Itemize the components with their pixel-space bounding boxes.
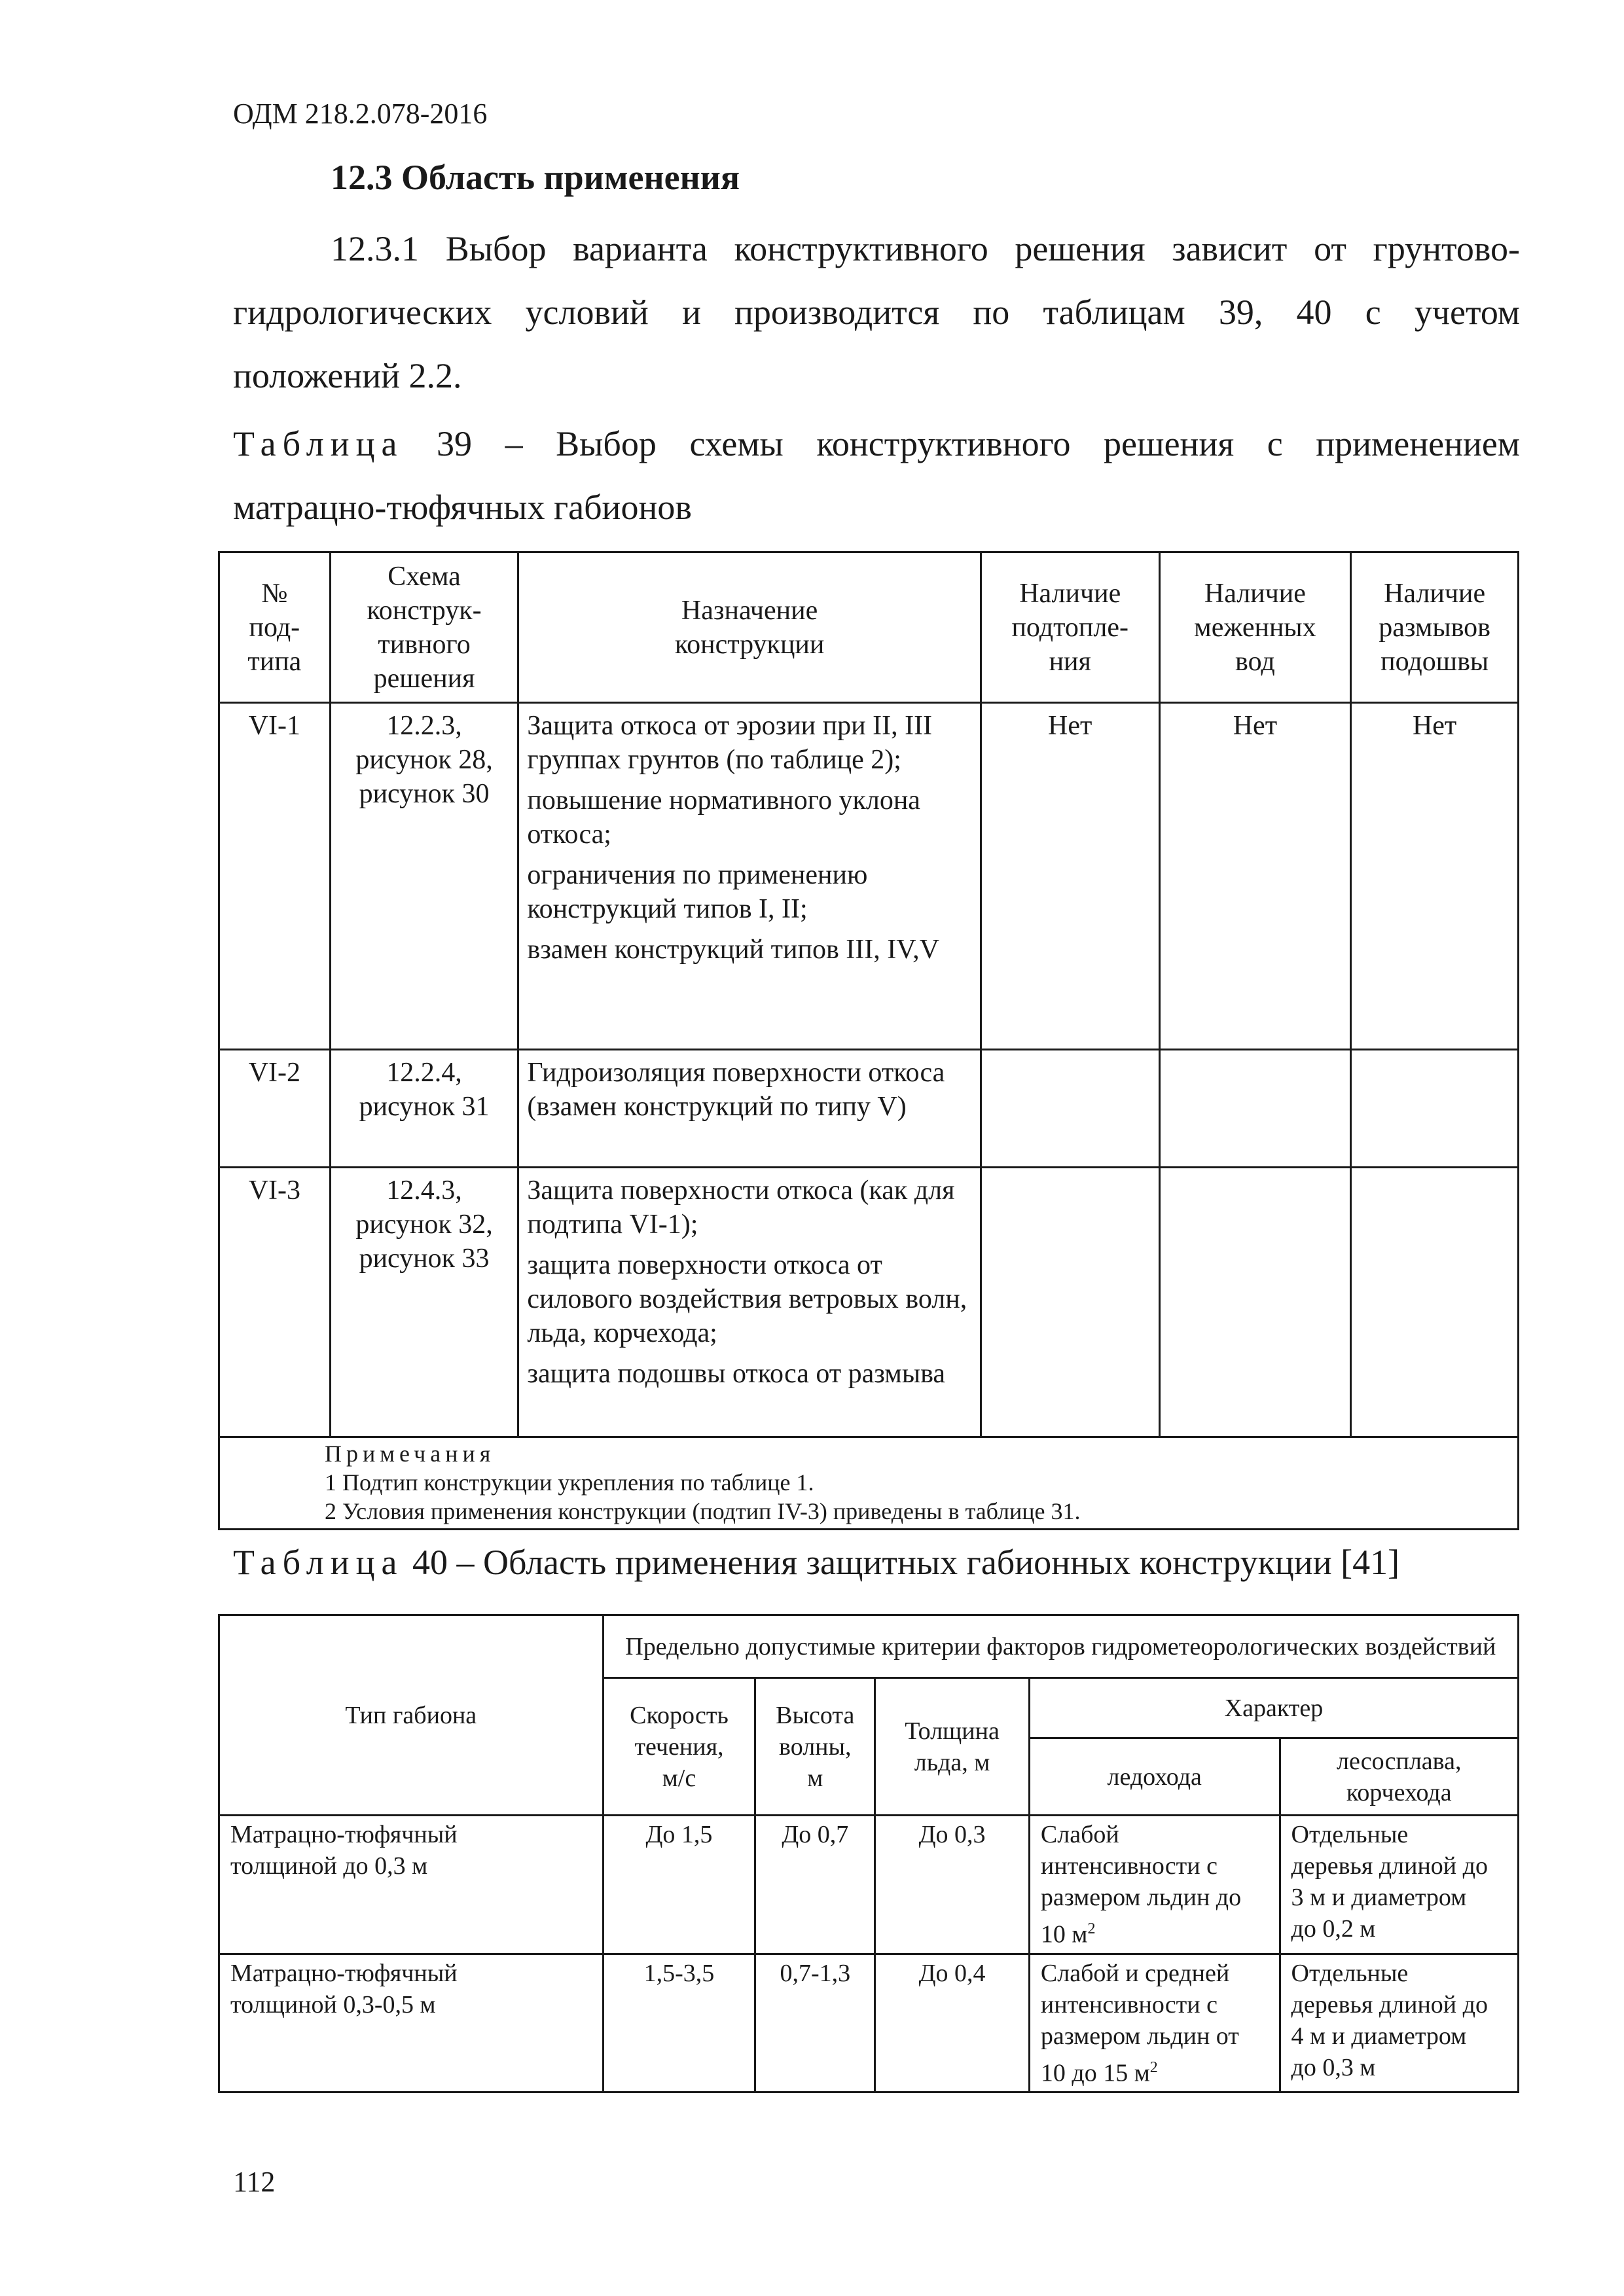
table39-cell-flooding	[981, 1050, 1159, 1168]
table40-cell-ice: До 0,4	[875, 1954, 1030, 2092]
section-title: 12.3 Область применения	[331, 158, 740, 197]
table39-caption-word: Таблица	[233, 424, 404, 463]
table40-caption	[233, 1539, 1520, 1585]
table39-cell-purpose: Защита поверхности откоса (как для подтипа VI-1); защита поверхности откоса от силового воздействия ветровых волн, льда, корчехода; защита подошвы откоса от размыва	[518, 1168, 981, 1437]
table40-cell-speed: До 1,5	[603, 1816, 755, 1954]
table39-header-flooding: Наличие подтопле- ния	[981, 552, 1159, 703]
table40-cell-timber: Отдельные деревья длиной до 3 м и диаметром до 0,2 м	[1280, 1816, 1518, 1954]
note-item: 1 Подтип конструкции укрепления по таблице 1.	[325, 1469, 814, 1496]
table40-cell-icedrift: Слабой и средней интенсивности с размером льдин от 10 до 15 $м^2$	[1029, 1954, 1280, 2092]
table40-cell-wave: 0,7-1,3	[755, 1954, 875, 2092]
table40-header-character: Характер	[1029, 1678, 1518, 1738]
table39-caption-line-1	[233, 412, 1520, 476]
table39-cell-low-water	[1159, 1050, 1351, 1168]
paragraph-line-1: 12.3.1 Выбор варианта конструктивного решения зависит от грунтово-	[331, 229, 1520, 268]
table39-cell-scheme: 12.2.3, рисунок 28, рисунок 30	[330, 703, 518, 1050]
table39-cell-scheme: 12.4.3, рисунок 32, рисунок 33	[330, 1168, 518, 1437]
table39-cell-subtype: VI-3	[219, 1168, 331, 1437]
table-40	[218, 1614, 1519, 2093]
table-39	[218, 551, 1519, 1530]
document-code: ОДМ 218.2.078-2016	[233, 98, 488, 130]
table-row	[219, 1816, 1519, 1954]
superscript: 2	[1087, 1920, 1096, 1937]
table-row	[219, 1954, 1519, 2092]
note-item: 2 Условия применения конструкции (подтип IV-3) приведены в таблице 31.	[325, 1498, 1081, 1524]
table39-cell-purpose: Защита откоса от эрозии при II, III группах грунтов (по таблице 2); повышение нормативного уклона откоса; ограничения по применению конструкций типов I, II; взамен конструкций типов III, IV,V	[518, 703, 981, 1050]
table40-header-row-1	[219, 1615, 1519, 1678]
table39-cell-erosion: Нет	[1351, 703, 1519, 1050]
table39-cell-flooding	[981, 1168, 1159, 1437]
table39-header-row	[219, 552, 1519, 703]
table40-cell-type: Матрацно-тюфячный толщиной 0,3-0,5 м	[219, 1954, 604, 2092]
notes-title: Примечания	[325, 1441, 496, 1467]
table39-cell-purpose: Гидроизоляция поверхности откоса (взамен конструкций по типу V)	[518, 1050, 981, 1168]
table40-header-timber: лесосплава, корчехода	[1280, 1738, 1518, 1816]
table40-header-type: Тип габиона	[219, 1615, 604, 1816]
table39-header-purpose: Назначение конструкции	[518, 552, 981, 703]
table39-cell-subtype: VI-2	[219, 1050, 331, 1168]
table40-cell-timber: Отдельные деревья длиной до 4 м и диаметром до 0,3 м	[1280, 1954, 1518, 2092]
table40-header-ice: Толщина льда, м	[875, 1678, 1030, 1816]
table39-cell-flooding: Нет	[981, 703, 1159, 1050]
paragraph-line-2: гидрологических условий и производится по таблицам 39, 40 с учетом	[233, 293, 1520, 332]
table39-caption-line-2: матрацно-тюфячных габионов	[233, 488, 692, 527]
table39-header-erosion: Наличие размывов подошвы	[1351, 552, 1519, 703]
table40-cell-ice: До 0,3	[875, 1816, 1030, 1954]
table40-header-criteria: Предельно допустимые критерии факторов гидрометеорологических воздействий	[603, 1615, 1518, 1678]
table39-caption-text: 39 – Выбор схемы конструктивного решения с применением	[437, 424, 1521, 463]
table39-header-scheme: Схема конструк- тивного решения	[330, 552, 518, 703]
table-row	[219, 1050, 1519, 1168]
table40-caption-text: 40 – Область применения защитных габионных конструкции [41]	[412, 1543, 1400, 1582]
table40-caption-word: Таблица	[233, 1543, 404, 1582]
table39-header-subtype: № под- типа	[219, 552, 331, 703]
superscript: 2	[1149, 2058, 1158, 2076]
paragraph-line-3: положений 2.2.	[233, 356, 462, 395]
table39-cell-erosion	[1351, 1168, 1519, 1437]
table40-cell-type: Матрацно-тюфячный толщиной до 0,3 м	[219, 1816, 604, 1954]
table39-cell-low-water: Нет	[1159, 703, 1351, 1050]
table39-cell-subtype: VI-1	[219, 703, 331, 1050]
table39-cell-scheme: 12.2.4, рисунок 31	[330, 1050, 518, 1168]
table40-cell-speed: 1,5-3,5	[603, 1954, 755, 2092]
page-number: 112	[233, 2166, 276, 2198]
table39-cell-low-water	[1159, 1168, 1351, 1437]
table39-notes	[219, 1437, 1519, 1530]
table39-header-low-water: Наличие меженных вод	[1159, 552, 1351, 703]
table40-header-icedrift: ледохода	[1029, 1738, 1280, 1816]
table40-cell-icedrift: Слабой интенсивности с размером льдин до 10 $м^2$	[1029, 1816, 1280, 1954]
table-row	[219, 703, 1519, 1050]
table39-notes-row	[219, 1437, 1519, 1530]
table39-cell-erosion	[1351, 1050, 1519, 1168]
table40-header-wave: Высота волны, м	[755, 1678, 875, 1816]
table40-header-speed: Скорость течения, м/с	[603, 1678, 755, 1816]
table40-cell-wave: До 0,7	[755, 1816, 875, 1954]
table-row	[219, 1168, 1519, 1437]
